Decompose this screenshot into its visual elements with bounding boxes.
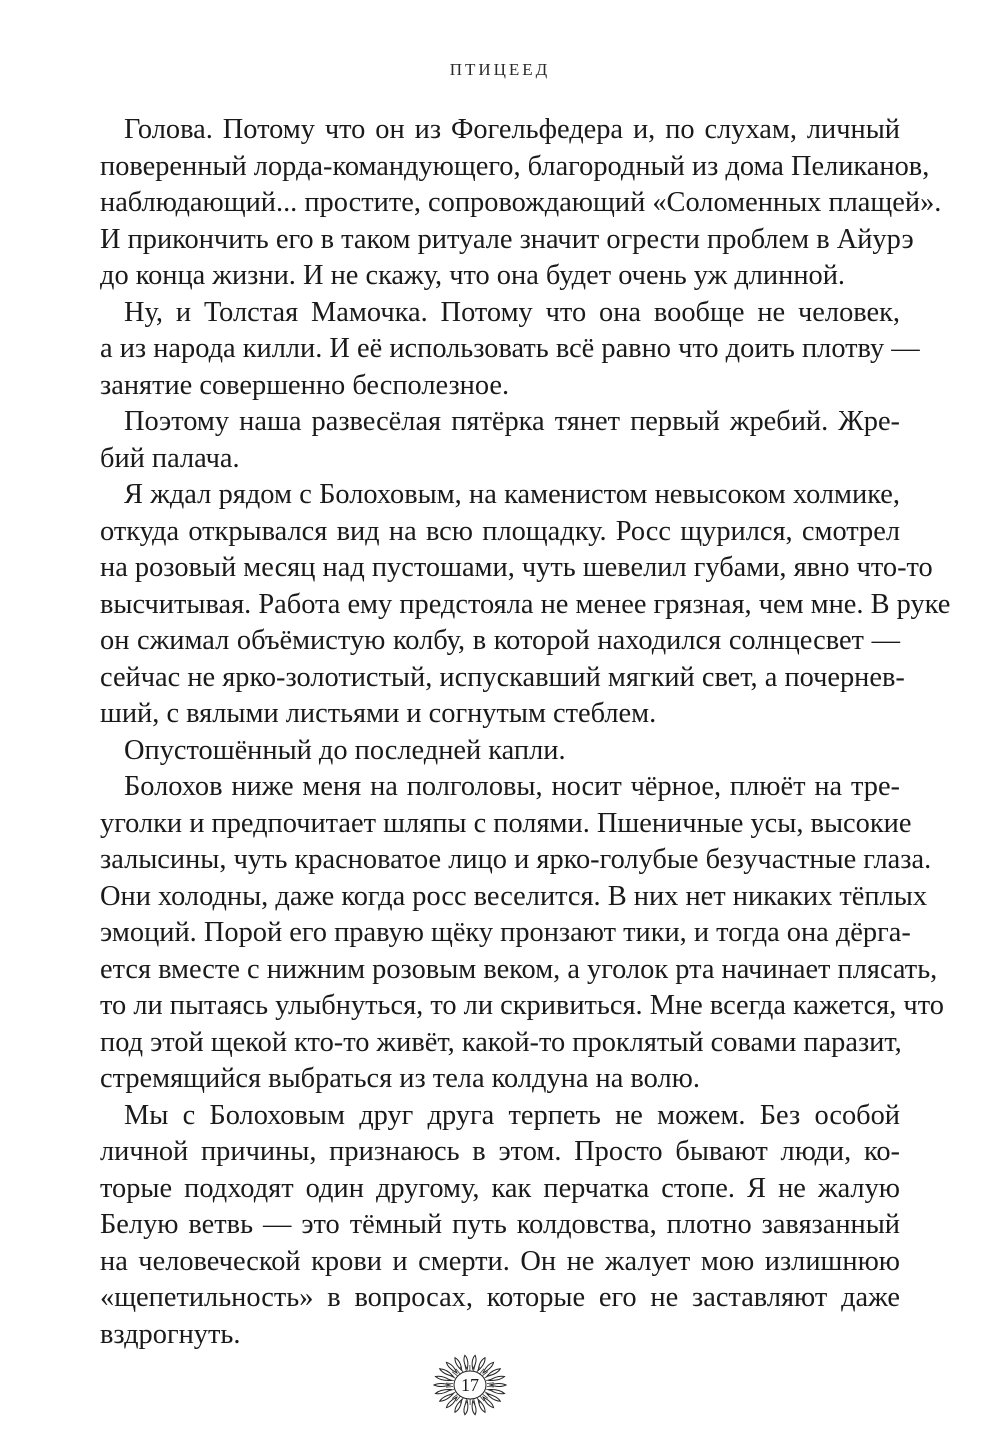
text-line: поверенный лорда-командующего, благородный из дома Пеликанов,: [100, 150, 930, 182]
text-line: наблюдающий... простите, сопровождающий «Соломенных плащей».: [100, 187, 942, 218]
text-line: торые подходят один другому, как перчатка стопе. Я не жалую: [100, 1172, 900, 1204]
text-line: ший, с вялыми листьями и согнутым стеблем.: [100, 698, 657, 729]
text-line: Белую ветвь — это тёмный путь колдовства, плотно завязанный: [100, 1209, 900, 1240]
page-number-ornament: [400, 1345, 540, 1425]
text-line: то ли пытаясь улыбнуться, то ли скривиться. Мне всегда кажется, что: [100, 990, 944, 1021]
text-line: «щепетильность» в вопросах, которые его не заставляют даже: [100, 1282, 900, 1313]
text-line: уголки и предпочитает шляпы с полями. Пшеничные усы, высокие: [100, 807, 912, 839]
text-line: Я ждал рядом с Болоховым, на каменистом невысоком холмике,: [124, 479, 900, 510]
text-line: на человеческой крови и смерти. Он не жалует мою излишнюю: [100, 1245, 900, 1277]
text-line: а из народа килли. И её использовать всё равно что доить плотву —: [100, 333, 920, 364]
text-line: Мы с Болоховым друг друга терпеть не можем. Без особой: [124, 1099, 900, 1131]
text-line: Болохов ниже меня на полголовы, носит чёрное, плюёт на тре-: [124, 771, 900, 802]
text-line: И прикончить его в таком ритуале значит огрести проблем в Айурэ: [100, 223, 914, 255]
text-line: Поэтому наша развесёлая пятёрка тянет первый жребий. Жре-: [124, 406, 900, 437]
text-line: сейчас не ярко-золотистый, испускавший мягкий свет, а почернев-: [100, 661, 905, 693]
text-line: занятие совершенно бесполезное.: [100, 369, 510, 401]
text-line: залысины, чуть красноватое лицо и ярко-голубые безучастные глаза.: [100, 844, 932, 875]
text-line: личной причины, признаюсь в этом. Просто бывают люди, ко-: [100, 1136, 900, 1167]
text-line: он сжимал объёмистую колбу, в которой находился солнцесвет —: [100, 625, 900, 656]
text-line: Ну, и Толстая Мамочка. Потому что она вообще не человек,: [124, 296, 900, 328]
text-line: до конца жизни. И не скажу, что она будет очень уж длинной.: [100, 260, 846, 291]
text-line: эмоций. Порой его правую щёку пронзают тики, и тогда она дёрга-: [100, 917, 911, 948]
text-line: Опустошённый до последней капли.: [124, 734, 566, 766]
page-number: 17: [461, 1375, 479, 1395]
text-line: бий палача.: [100, 442, 240, 474]
text-line: откуда открывался вид на всю площадку. Росс щурился, смотрел: [100, 515, 900, 547]
text-line: вздрогнуть.: [100, 1318, 241, 1350]
text-line: ется вместе с нижним розовым веком, а уголок рта начинает плясать,: [100, 953, 938, 985]
body-text: [100, 112, 951, 1353]
text-line: Они холодны, даже когда росс веселится. В них нет никаких тёплых: [100, 880, 928, 912]
text-line: на розовый месяц над пустошами, чуть шевелил губами, явно что-то: [100, 552, 933, 583]
running-head: ПТИЦЕЕД: [449, 60, 551, 79]
text-line: стремящийся выбраться из тела колдуна на волю.: [100, 1063, 700, 1094]
text-line: высчитывая. Работа ему предстояла не менее грязная, чем мне. В руке: [100, 588, 951, 620]
text-line: Голова. Потому что он из Фогельфедера и, по слухам, личный: [124, 114, 900, 145]
text-line: под этой щекой кто-то живёт, какой-то проклятый совами паразит,: [100, 1026, 902, 1058]
